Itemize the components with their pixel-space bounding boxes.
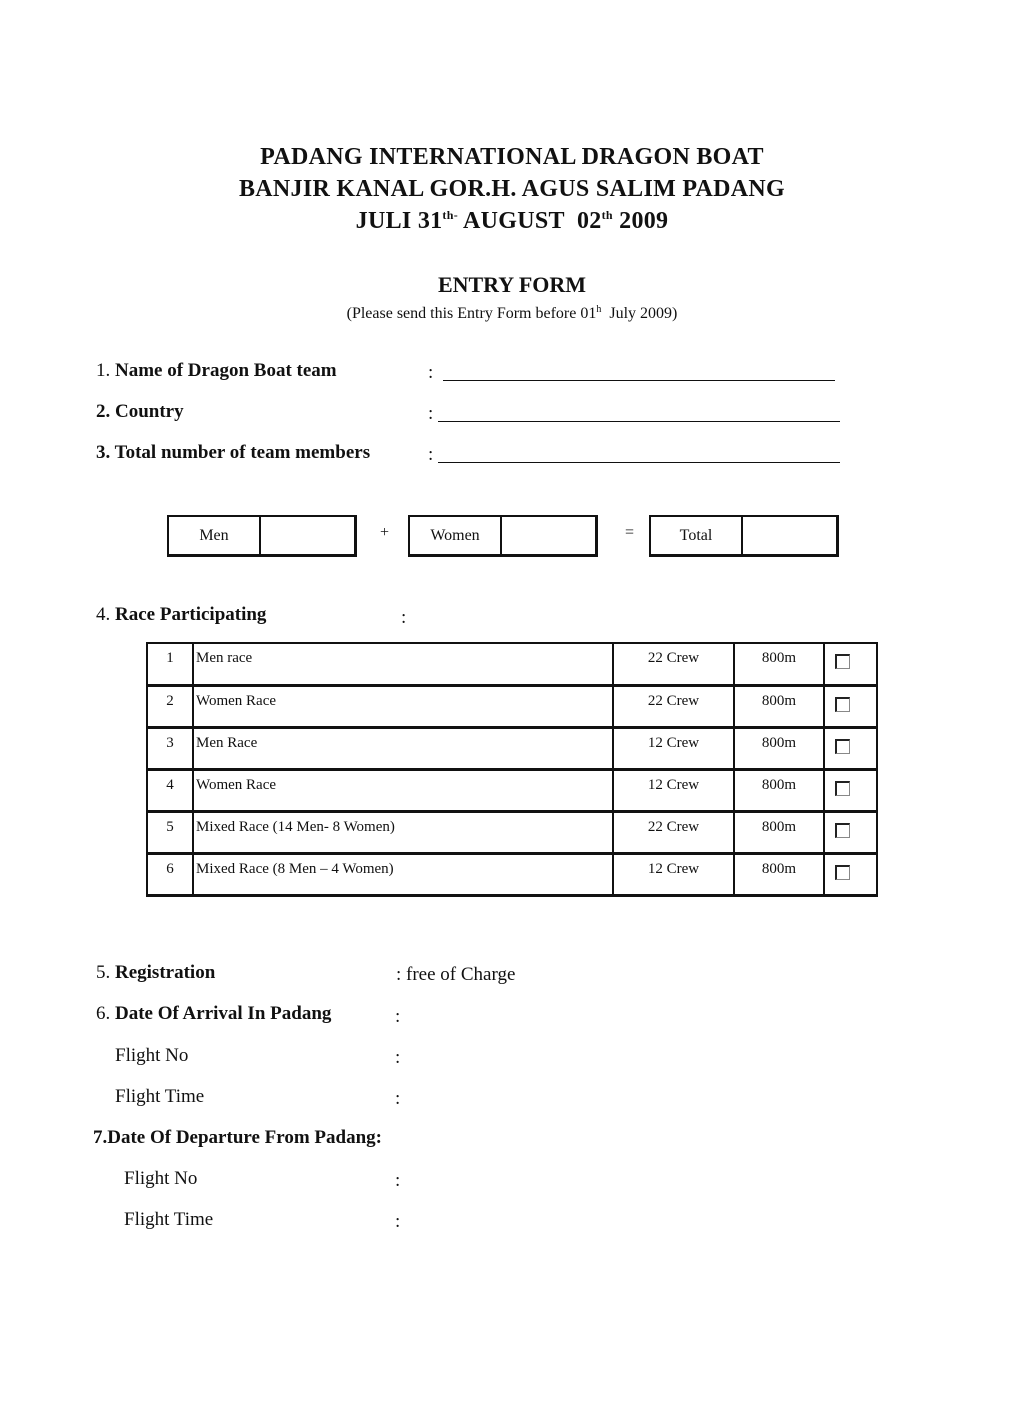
race-name: Men Race	[193, 727, 613, 769]
race-select-checkbox[interactable]	[835, 865, 850, 880]
race-select-checkbox[interactable]	[835, 697, 850, 712]
arrival-flight-no-colon: :	[395, 1047, 401, 1068]
total-count-label: Total	[651, 517, 743, 554]
race-crew: 22 Crew	[613, 685, 734, 727]
men-count-input[interactable]	[261, 517, 354, 554]
race-distance: 800m	[734, 769, 824, 811]
race-distance: 800m	[734, 853, 824, 895]
race-name: Women Race	[193, 769, 613, 811]
total-count-input[interactable]	[743, 517, 836, 554]
registration-value: : free of Charge	[396, 964, 516, 985]
race-row	[147, 643, 877, 685]
total-count-box	[649, 515, 839, 557]
field-team-name-label: 1. Name of Dragon Boat team	[96, 360, 337, 381]
race-crew: 12 Crew	[613, 769, 734, 811]
plus-sign: +	[380, 524, 390, 541]
race-number: 6	[147, 853, 193, 895]
race-distance: 800m	[734, 727, 824, 769]
departure-flight-no-colon: :	[395, 1170, 401, 1191]
field-country-label: 2. Country	[96, 401, 184, 422]
race-select-cell	[824, 811, 877, 853]
race-crew: 22 Crew	[613, 811, 734, 853]
arrival-flight-time-colon: :	[395, 1088, 401, 1109]
field-country-colon: :	[428, 403, 434, 424]
race-distance: 800m	[734, 643, 824, 685]
race-number: 3	[147, 727, 193, 769]
race-number: 2	[147, 685, 193, 727]
form-note: (Please send this Entry Form before 01$^h$ July 2009)	[346, 304, 678, 322]
team-name-field[interactable]	[443, 380, 835, 381]
race-row	[147, 853, 877, 895]
race-select-checkbox[interactable]	[835, 739, 850, 754]
event-dates: JULI $31^{th-}$ AUGUST 02th 2009	[355, 208, 669, 234]
arrival-colon: :	[395, 1006, 401, 1027]
race-select-cell	[824, 853, 877, 895]
members-field[interactable]	[438, 462, 840, 463]
arrival-flight-no-label: Flight No	[115, 1045, 189, 1066]
race-distance: 800m	[734, 685, 824, 727]
arrival-label: 6. Date Of Arrival In Padang	[96, 1003, 332, 1024]
event-venue: BANJIR KANAL GOR.H. AGUS SALIM PADANG	[238, 176, 786, 202]
race-row	[147, 727, 877, 769]
race-select-cell	[824, 727, 877, 769]
departure-flight-time-colon: :	[395, 1211, 401, 1232]
race-section-colon: :	[401, 607, 407, 628]
race-name: Mixed Race (14 Men- 8 Women)	[193, 811, 613, 853]
women-count-label: Women	[410, 517, 502, 554]
equals-sign: =	[625, 524, 635, 541]
race-crew: 12 Crew	[613, 853, 734, 895]
race-crew: 12 Crew	[613, 727, 734, 769]
race-crew: 22 Crew	[613, 643, 734, 685]
race-select-checkbox[interactable]	[835, 781, 850, 796]
race-name: Mixed Race (8 Men – 4 Women)	[193, 853, 613, 895]
race-row	[147, 685, 877, 727]
race-distance: 800m	[734, 811, 824, 853]
race-number: 1	[147, 643, 193, 685]
men-count-box	[167, 515, 357, 557]
race-select-cell	[824, 685, 877, 727]
race-select-checkbox[interactable]	[835, 654, 850, 669]
country-field[interactable]	[438, 421, 840, 422]
field-members-colon: :	[428, 444, 434, 465]
women-count-input[interactable]	[502, 517, 595, 554]
field-team-name-colon: :	[428, 362, 434, 383]
race-table	[146, 642, 878, 897]
race-select-checkbox[interactable]	[835, 823, 850, 838]
race-section-label: 4. Race Participating	[96, 604, 267, 625]
men-count-label: Men	[169, 517, 261, 554]
event-title: PADANG INTERNATIONAL DRAGON BOAT	[260, 144, 764, 170]
race-name: Women Race	[193, 685, 613, 727]
arrival-flight-time-label: Flight Time	[115, 1086, 205, 1107]
registration-label: 5. Registration	[96, 962, 216, 983]
field-members-label: 3. Total number of team members	[96, 442, 371, 463]
race-number: 5	[147, 811, 193, 853]
race-select-cell	[824, 769, 877, 811]
race-number: 4	[147, 769, 193, 811]
race-select-cell	[824, 643, 877, 685]
race-row	[147, 811, 877, 853]
form-title: ENTRY FORM	[437, 272, 587, 297]
race-name: Men race	[193, 643, 613, 685]
women-count-box	[408, 515, 598, 557]
race-row	[147, 769, 877, 811]
departure-flight-time-label: Flight Time	[124, 1209, 214, 1230]
departure-label: 7.Date Of Departure From Padang:	[93, 1127, 382, 1148]
departure-flight-no-label: Flight No	[124, 1168, 198, 1189]
